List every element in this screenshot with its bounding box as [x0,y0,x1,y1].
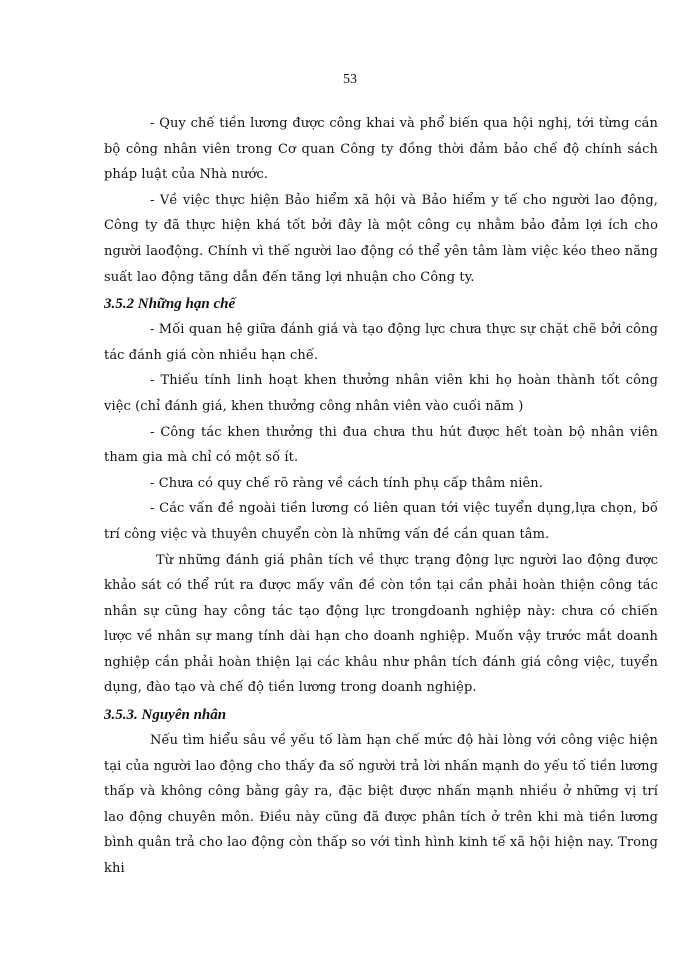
paragraph-summary: Từ những đánh giá phân tích về thực trạng động lực người lao động được khảo sát có thể rút ra được mấy vấn đề còn tồn tại cần phải hoàn thiện công tác nhân sự cũng hay công tác tạo động lực trongdoanh nghiệp này: chưa có chiến lược về nhân sự mang tính dài hạn cho doanh nghiệp. Muốn vậy trước mắt doanh nghiệp cần phải hoàn thiện lại các khâu như phân tích đánh giá công việc, tuyển dụng, đào tạo và chế độ tiền lương trong doanh nghiệp. [104,552,658,696]
section-heading-causes: 3.5.3. Nguyên nhân [104,707,227,724]
paragraph-salary-policy: - Quy chế tiền lương được công khai và phổ biến qua hội nghị, tới từng cán bộ công nhân viên trong Cơ quan Công ty đồng thời đảm bảo chế độ chính sách pháp luật của Nhà nước. [104,116,658,183]
page-number: 53 [343,72,357,87]
limitation-item: - Công tác khen thưởng thi đua chưa thu hút được hết toàn bộ nhân viên tham gia mà chỉ có một số ít. [104,424,658,466]
limitation-item: - Thiếu tính linh hoạt khen thưởng nhân viên khi họ hoàn thành tốt công việc (chỉ đánh giá, khen thưởng công nhân viên vào cuối năm ) [104,373,658,414]
paragraph-causes: Nếu tìm hiểu sâu về yếu tố làm hạn chế mức độ hài lòng với công việc hiện tại của người lao động cho thấy đa số người trả lời nhấn mạnh do yếu tố tiền lương thấp và không công bằng gây ra, đặc biệt được nhấn mạnh nhiều ở những vị trí lao động chuyên môn. Điều này cũng đã được phân tích ở trên khi mà tiền lương bình quân trả cho lao động còn thấp so với tình hình kinh tế xã hội hiện nay. Trong khi [104,733,658,877]
limitation-item: - Các vấn đề ngoài tiền lương có liên quan tới việc tuyển dụng,lựa chọn, bố trí công việc và thuyên chuyển còn là những vấn đề cần quan tâm. [104,501,658,542]
limitation-item: - Mối quan hệ giữa đánh giá và tạo động lực chưa thực sự chặt chẽ bởi công tác đánh giá còn nhiều hạn chế. [104,322,658,363]
document-body [104,111,658,882]
limitation-item: - Chưa có quy chế rõ ràng về cách tính phụ cấp thâm niên. [150,475,543,491]
paragraph-social-insurance: - Về việc thực hiện Bảo hiểm xã hội và Bảo hiểm y tế cho người lao động, Công ty đã thực hiện khá tốt bởi đây là một công cụ nhằm bảo đảm lợi ích cho người laođộng. Chính vì thế người lao động có thể yên tâm làm việc kéo theo năng suất lao động tăng dẫn đến tăng lợi nhuận cho Công ty. [104,192,658,285]
section-heading-limitations: 3.5.2 Những hạn chế [104,296,236,313]
